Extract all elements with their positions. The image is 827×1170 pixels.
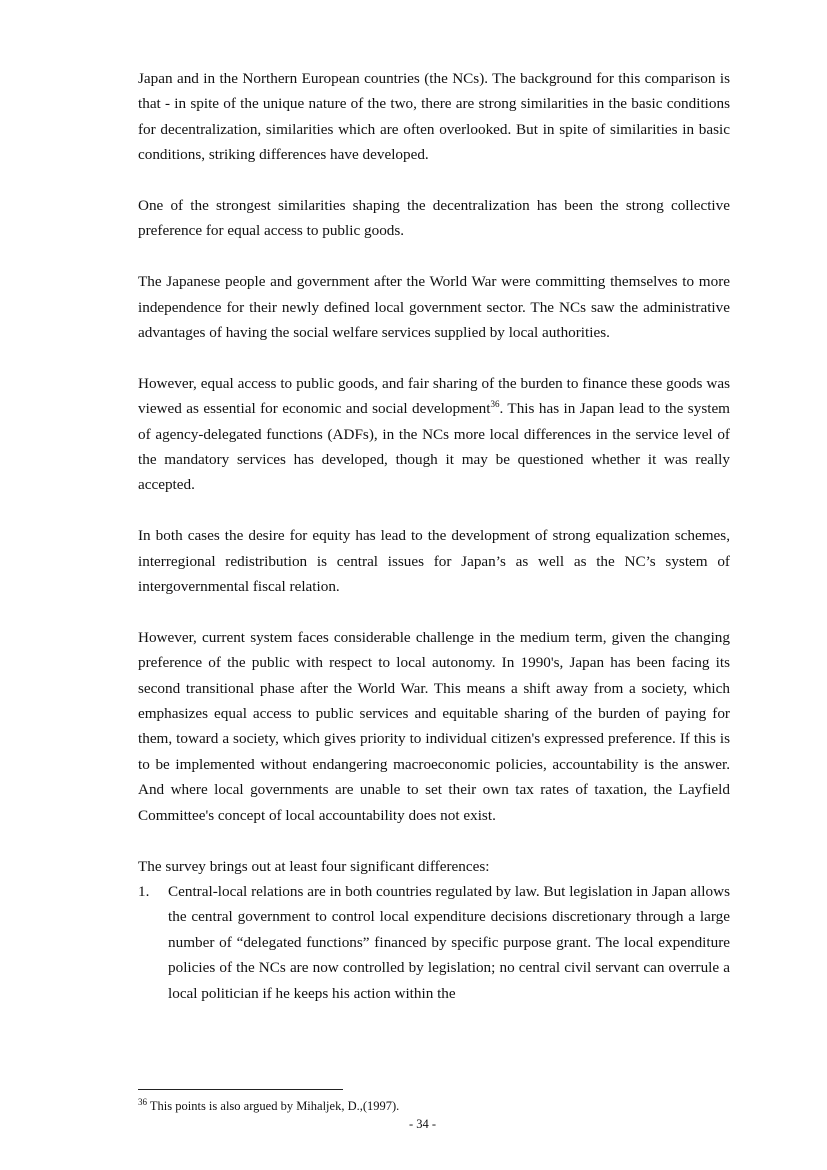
list-item: [138, 879, 730, 1006]
footnote-reference-marker: 36: [490, 399, 500, 410]
paragraph-text-before-footnote: However, equal access to public goods, and fair sharing of the burden to finance these goods was viewed as essential for economic and social development: [138, 374, 730, 418]
list-item-number: 1.: [138, 882, 150, 900]
footnote-marker: 36: [138, 1096, 147, 1107]
paragraph-equal-access-similarity: One of the strongest similarities shaping the decentralization has been the strong collective preference for equal access to public goods.: [138, 197, 730, 240]
paragraph-equal-access-finance: [138, 371, 730, 498]
paragraph-comparison-background: Japan and in the Northern European countries (the NCs). The background for this comparison is that - in spite of the unique nature of the two, there are strong similarities in the basic conditions for decentralization, similarities which are often overlooked. But in spite of similarities in basic conditions, striking differences have developed.: [138, 70, 730, 164]
paragraph-equalization-schemes: In both cases the desire for equity has lead to the development of strong equalization schemes, interregional redistribution is central issues for Japan’s as well as the NC’s system of intergovernmental fiscal relation.: [138, 527, 730, 596]
differences-list: [138, 879, 730, 1006]
footnote-text: This points is also argued by Mihaljek, D.,(1997).: [147, 1099, 400, 1113]
page-number: - 34 -: [408, 1117, 437, 1131]
footnote-divider: [138, 1089, 343, 1090]
paragraph-text-after-footnote: . This has in Japan lead to the system of agency-delegated functions (ADFs), in the NCs more local differences in the service level of the mandatory services has developed, though it may be questioned whether it was really accepted.: [138, 400, 730, 494]
footnote: [138, 1098, 730, 1114]
paragraph-current-challenges: However, current system faces considerable challenge in the medium term, given the changing preference of the public with respect to local autonomy. In 1990's, Japan has been facing its second transitional phase after the World War. This means a shift away from a society, which emphasizes equal access to public services and equitable sharing of the burden of paying for them, toward a society, which gives priority to individual citizen's expressed preference. If this is to be implemented without endangering macroeconomic policies, accountability is the answer. And where local governments are unable to set their own tax rates of taxation, the Layfield Committee's concept of local accountability does not exist.: [138, 628, 730, 824]
body-text: [138, 66, 730, 1006]
list-item-text: Central-local relations are in both countries regulated by law. But legislation in Japan allows the central government to control local expenditure decisions discretionary through a large number of “delegated functions” financed by specific purpose grant. The local expenditure policies of the NCs are now controlled by legislation; no central civil servant can overrule a local politician if he keeps his action within the: [168, 882, 730, 1002]
survey-intro: The survey brings out at least four significant differences:: [138, 857, 490, 875]
paragraph-postwar-independence: The Japanese people and government after the World War were committing themselves to more independence for their newly defined local government sector. The NCs saw the administrative advantages of having the social welfare services supplied by local authorities.: [138, 273, 730, 342]
